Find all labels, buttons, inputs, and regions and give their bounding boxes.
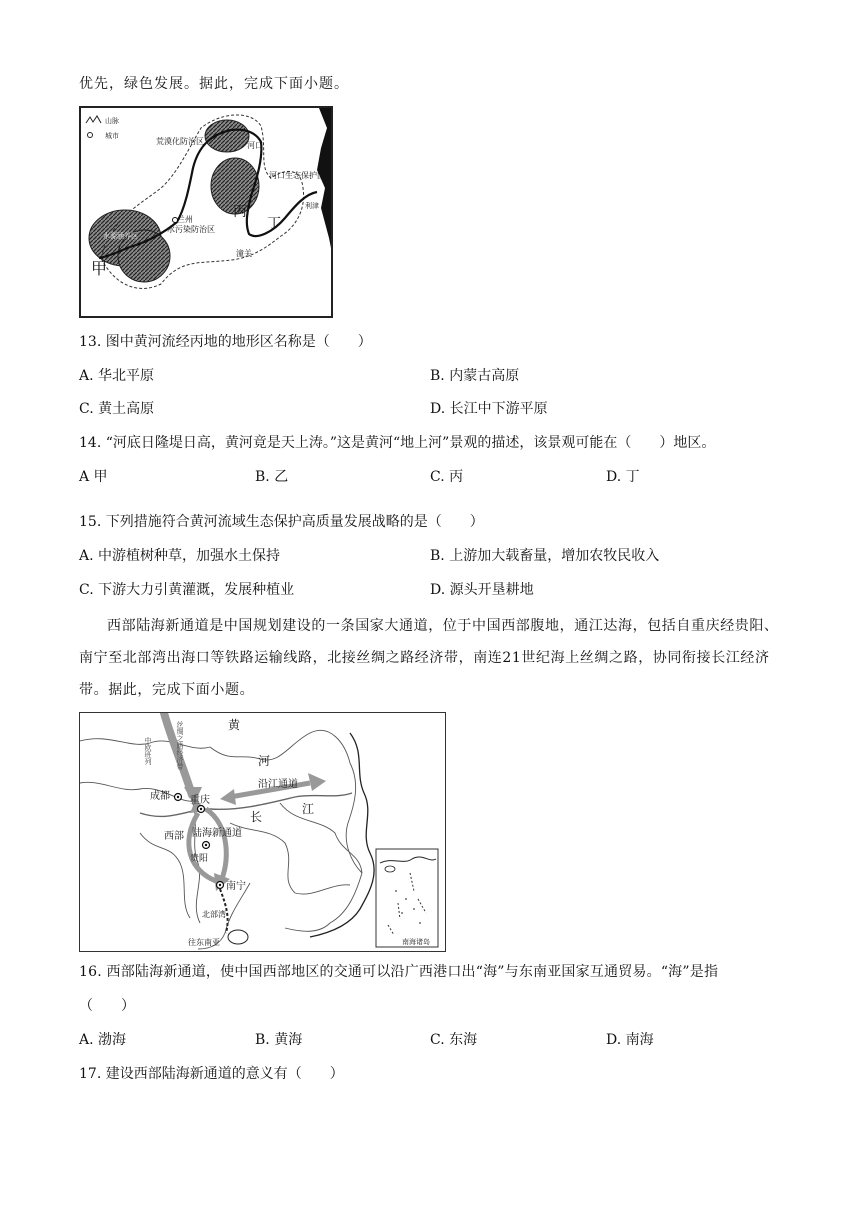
silk-road-label: 丝绸之路经济带 (176, 721, 184, 770)
q15-stem: 15. 下列措施符合黄河流域生态保护高质量发展战略的是（ ） (79, 514, 484, 530)
legend-city-label: 城市 (105, 132, 119, 140)
q15-option-c[interactable]: C. 下游大力引黄灌溉，发展种植业 (79, 582, 295, 598)
western-channel-map (79, 712, 446, 952)
q16-option-a[interactable]: A. 渤海 (79, 1032, 127, 1048)
q16-option-b[interactable]: B. 黄海 (255, 1032, 303, 1048)
jiang-label: 江 (302, 802, 315, 816)
lanzhou-label: 兰州 (177, 215, 193, 224)
q16-stem-paren: （ ） (79, 998, 135, 1014)
hekou-label: 河口 (247, 141, 263, 150)
new-channel-label: 陆海新通道 (192, 828, 242, 839)
q14-option-c[interactable]: C. 丙 (430, 469, 464, 485)
q17-stem: 17. 建设西部陆海新通道的意义有（ ） (79, 1066, 344, 1082)
he-label: 河 (258, 754, 271, 768)
yanjiang-label: 沿江通道 (258, 779, 298, 790)
chongqing-label: 重庆 (190, 795, 210, 806)
xibu-label: 西部 (164, 831, 184, 842)
dongnanya-label: 往东南亚 (188, 938, 220, 947)
nanhai-label: 南海诸岛 (402, 938, 430, 946)
passage-western-channel: 西部陆海新通道是中国规划建设的一条国家大通道，位于中国西部腹地，通江达海，包括自重庆经贵阳、南宁至北部湾出海口等铁路运输线路，北接丝绸之路经济带，南连21世纪海上丝绸之路，协同衔接长江经济带。据此，完成下面小题。 (79, 618, 779, 698)
q15-option-a[interactable]: A. 中游植树种草，加强水土保持 (79, 548, 281, 564)
passage-tail: 优先，绿色发展。据此，完成下面小题。 (79, 76, 349, 92)
yellow-river-map (79, 106, 333, 318)
zhongou-label: 中欧班列 (144, 737, 152, 765)
guiyang-label: 贵阳 (190, 854, 209, 864)
source-zone-label: 水源涵养区 (103, 232, 138, 240)
ding-label: 丁 (267, 216, 281, 232)
beibuwan-label: 北部湾 (202, 910, 226, 919)
bing-label: 丙 (233, 204, 247, 220)
east-arrowhead-icon (308, 773, 326, 791)
lijin-label: 利津 (305, 202, 319, 210)
chengdu-label: 成都 (150, 791, 170, 802)
q16-option-d[interactable]: D. 南海 (606, 1032, 654, 1048)
q14-option-a[interactable]: A 甲 (79, 469, 108, 485)
mountain-legend-icon (86, 116, 101, 123)
q14-option-d[interactable]: D. 丁 (606, 469, 640, 485)
desert-zone-area (205, 120, 249, 152)
q13-option-c[interactable]: C. 黄土高原 (79, 401, 155, 417)
q13-option-a[interactable]: A. 华北平原 (79, 368, 155, 384)
q13-option-d[interactable]: D. 长江中下游平原 (430, 401, 548, 417)
q14-stem: 14. “河底日隆堤日高，黄河竟是天上涛。”这是黄河“地上河”景观的描述，该景观可能在（ ）地区。 (79, 435, 716, 451)
q16-stem: 16. 西部陆海新通道，使中国西部地区的交通可以沿广西港口出“海”与东南亚国家互通贸易。“海”是指 (79, 964, 719, 980)
q15-option-d[interactable]: D. 源头开垦耕地 (430, 582, 534, 598)
q14-option-b[interactable]: B. 乙 (255, 469, 289, 485)
q13-stem: 13. 图中黄河流经丙地的地形区名称是（ ） (79, 334, 372, 350)
western-channel-map-graphic (80, 713, 445, 951)
tongguan-label: 潼关 (236, 249, 252, 258)
q16-option-c[interactable]: C. 东海 (430, 1032, 478, 1048)
chang-label: 长 (250, 810, 263, 824)
legend-mountain-label: 山脉 (105, 117, 119, 125)
yellow-river-map-graphic (81, 108, 331, 316)
desert-zone-label: 荒漠化防治区 (156, 137, 204, 146)
water-zone-label: 水污染防治区 (167, 225, 215, 234)
jia-label: 甲 (91, 259, 108, 278)
q15-option-b[interactable]: B. 上游加大载畜量，增加农牧民收入 (430, 548, 660, 564)
nanning-label: 南宁 (226, 881, 246, 892)
west-arrowhead-icon (220, 789, 236, 805)
q13-option-b[interactable]: B. 内蒙古高原 (430, 368, 520, 384)
huang-label: 黄 (228, 718, 241, 732)
south-china-sea-inset (376, 849, 438, 947)
estuary-zone-label: 河口生态保护区 (269, 171, 325, 180)
city-legend-icon (88, 133, 93, 138)
